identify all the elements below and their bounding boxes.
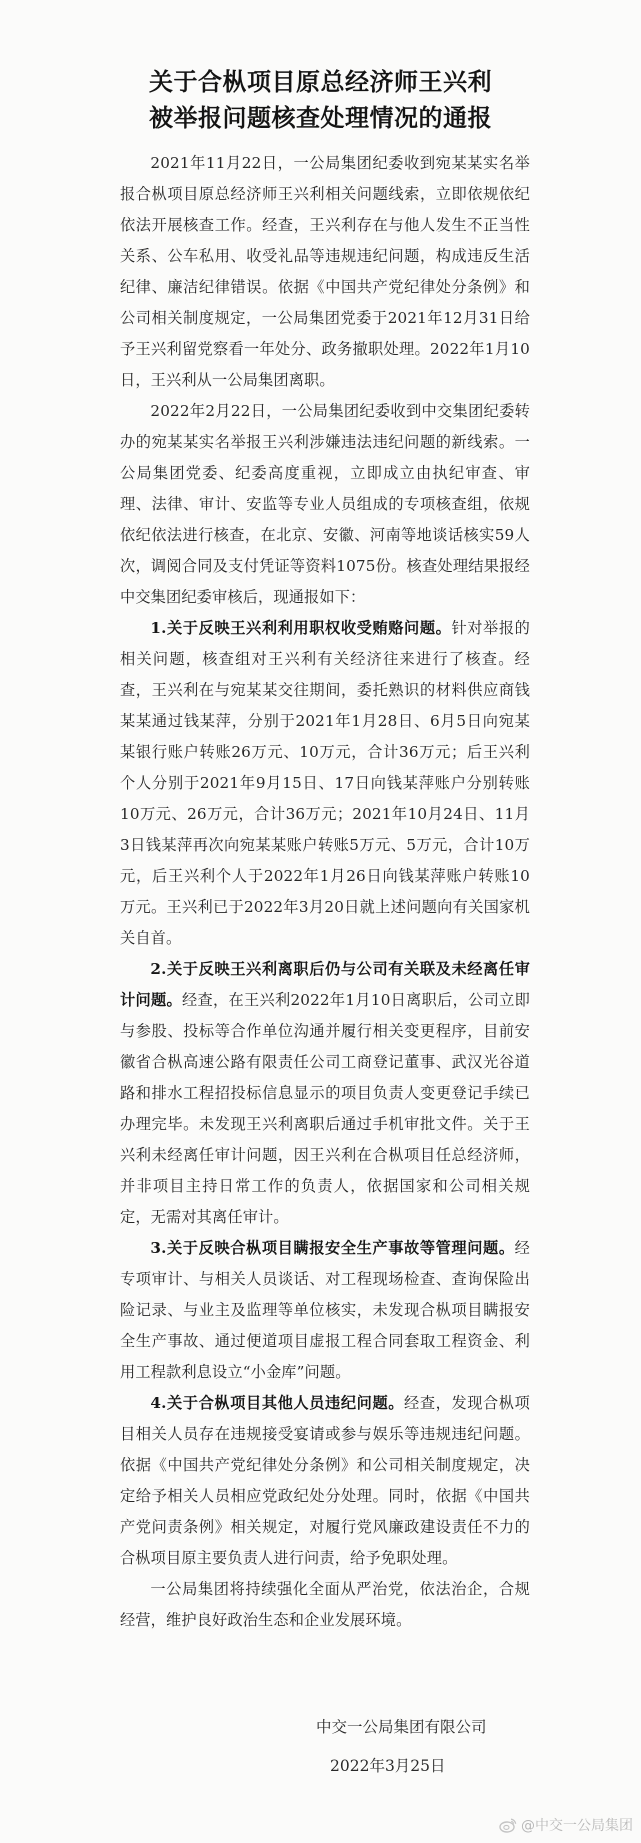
paragraph-item-3 — [120, 1233, 530, 1388]
document-body — [120, 148, 530, 1636]
paragraph-text: 经查，发现合枞项目相关人员存在违规接受宴请或参与娱乐等违规违纪问题。依据《中国共产党纪律处分条例》和公司相关制度规定，决定给予相关人员相应党政纪处分处理。同时，依据《中国共产党问责条例》相关规定，对履行党风廉政建设责任不力的合枞项目原主要负责人进行问责，给予免职处理。 — [120, 1394, 530, 1567]
watermark-text: @中交一公局集团 — [521, 1818, 633, 1834]
paragraph-item-4 — [120, 1388, 530, 1574]
paragraph-text: 经专项审计、与相关人员谈话、对工程现场检查、查询保险出险记录、与业主及监理等单位核实，未发现合枞项目瞒报安全生产事故、通过便道项目虚报工程合同套取工程资金、利用工程款利息设立“小金库”问题。 — [120, 1239, 530, 1381]
signature-organization: 中交一公局集团有限公司 — [316, 1718, 487, 1736]
weibo-icon — [499, 1817, 517, 1837]
paragraph-text: 2021年11月22日，一公局集团纪委收到宛某某实名举报合枞项目原总经济师王兴利相关问题线索，立即依规依纪依法开展核查工作。经查，王兴利存在与他人发生不正当性关系、公车私用、收受礼品等违规违纪问题，构成违反生活纪律、廉洁纪律错误。依据《中国共产党纪律处分条例》和公司相关制度规定，一公局集团党委于2021年12月31日给予王兴利留党察看一年处分、政务撤职处理。2022年1月10日，王兴利从一公局集团离职。 — [120, 154, 530, 389]
document-title-line-1: 关于合枞项目原总经济师王兴利 — [149, 68, 492, 96]
paragraph-text: 一公局集团将持续强化全面从严治党，依法治企，合规经营，维护良好政治生态和企业发展环境。 — [120, 1580, 530, 1629]
weibo-watermark — [499, 1815, 633, 1837]
paragraph-closing — [120, 1574, 530, 1636]
signature-date: 2022年3月25日 — [330, 1757, 446, 1775]
paragraph-intro-2 — [120, 396, 530, 613]
document-title-line-2: 被举报问题核查处理情况的通报 — [149, 104, 492, 132]
paragraph-text: 针对举报的相关问题，核查组对王兴利有关经济往来进行了核查。经查，王兴利在与宛某某交往期间，委托熟识的材料供应商钱某某通过钱某萍，分别于2021年1月28日、6月5日向宛某某银行账户转账26万元、10万元，合计36万元；后王兴利个人分别于2021年9月15日、17日向钱某萍账户分别转账10万元、26万元，合计36万元；2021年10月24日、11月3日钱某萍再次向宛某某账户转账5万元、5万元，合计10万元，后王兴利个人于2022年1月26日向钱某萍账户转账10万元。王兴利已于2022年3月20日就上述问题向有关国家机关自首。 — [120, 619, 530, 947]
paragraph-item-2 — [120, 954, 530, 1233]
paragraph-intro-1 — [120, 148, 530, 396]
item-heading: 1.关于反映王兴利利用职权收受贿赂问题。 — [150, 619, 452, 637]
item-heading: 4.关于合枞项目其他人员违纪问题。 — [150, 1394, 405, 1412]
item-heading: 3.关于反映合枞项目瞒报安全生产事故等管理问题。 — [150, 1239, 515, 1257]
paragraph-item-1 — [120, 613, 530, 954]
paragraph-text: 2022年2月22日，一公局集团纪委收到中交集团纪委转办的宛某某实名举报王兴利涉嫌违法违纪问题的新线索。一公局集团党委、纪委高度重视，立即成立由执纪审查、审理、法律、审计、安监等专业人员组成的专项核查组，依规依纪依法进行核查，在北京、安徽、河南等地谈话核实59人次，调阅合同及支付凭证等资料1075份。核查处理结果报经中交集团纪委审核后，现通报如下： — [120, 402, 530, 606]
paragraph-text: 经查，在王兴利2022年1月10日离职后，公司立即与参股、投标等合作单位沟通并履行相关变更程序，目前安徽省合枞高速公路有限责任公司工商登记董事、武汉光谷道路和排水工程招投标信息显示的项目负责人变更登记手续已办理完毕。未发现王兴利离职后通过手机审批文件。关于王兴利未经离任审计问题，因王兴利在合枞项目任总经济师，并非项目主持日常工作的负责人，依据国家和公司相关规定，无需对其离任审计。 — [120, 991, 530, 1226]
item-heading: 2.关于反映王兴利离职后仍与公司有关联及未经离任审计问题。 — [120, 960, 530, 1009]
